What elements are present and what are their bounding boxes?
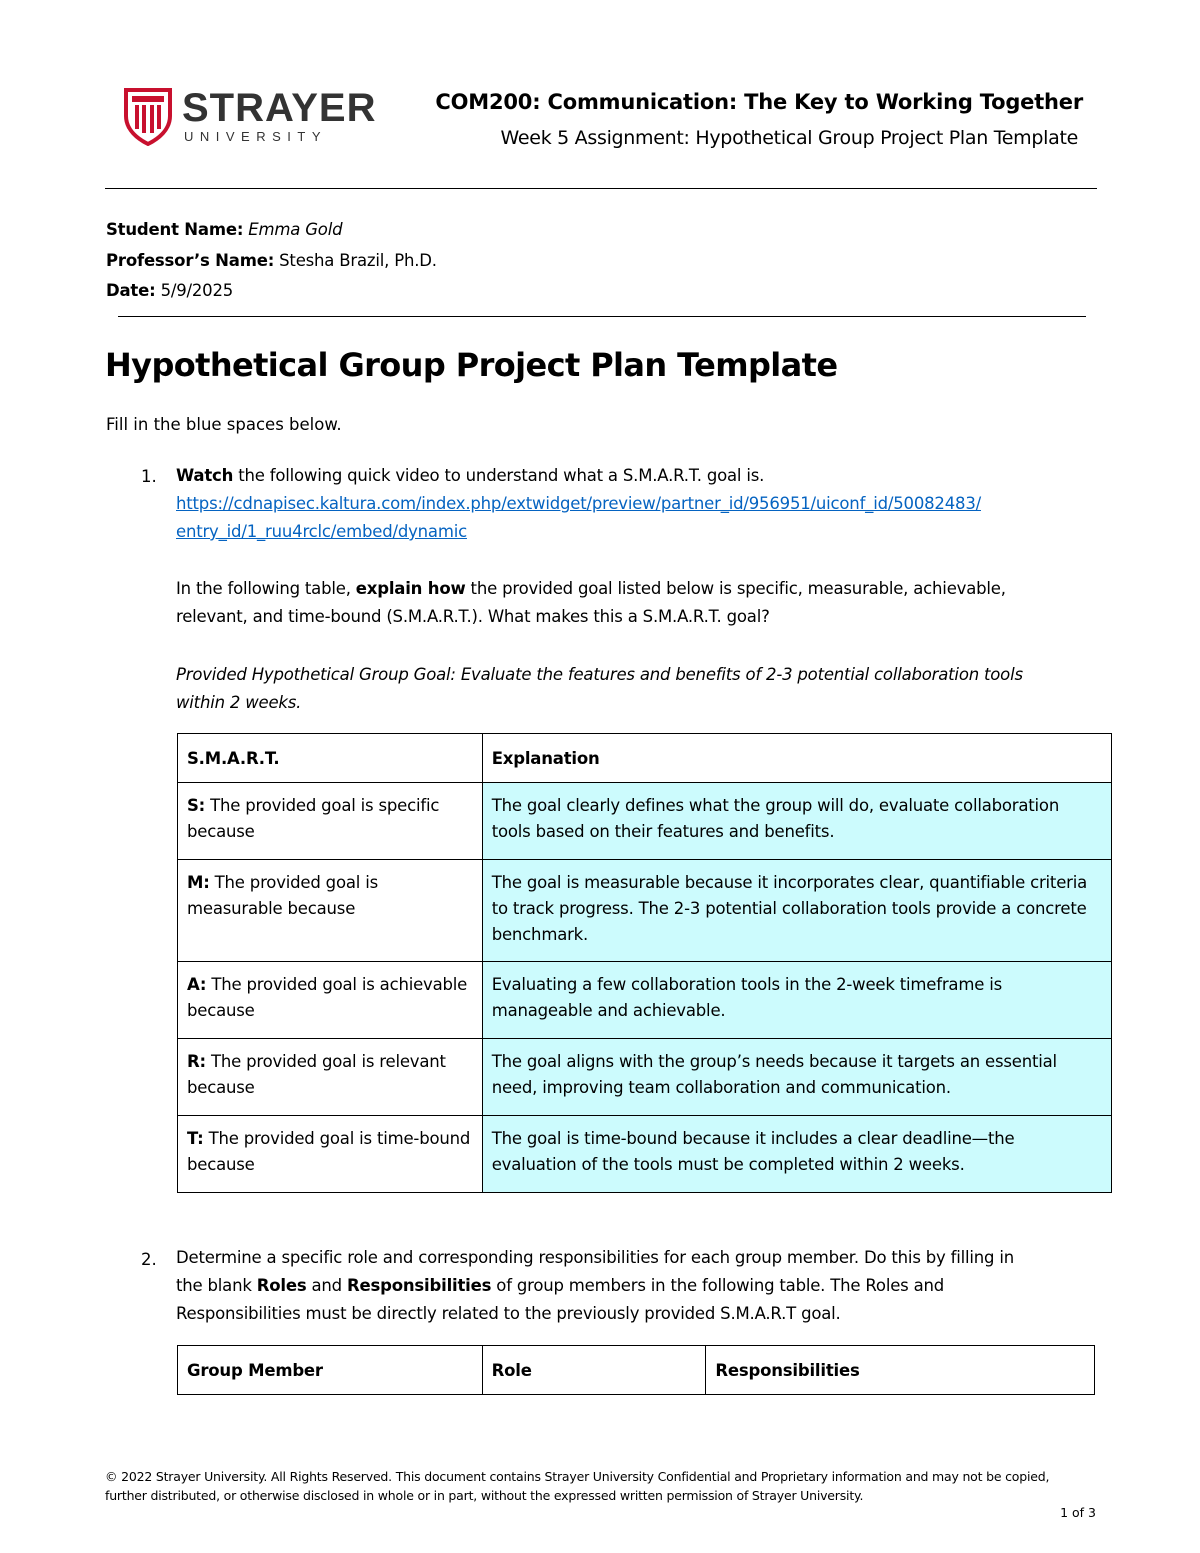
item-2-line-3: Responsibilities must be directly related to the previously provided S.M.A.R.T goal.: [176, 1304, 841, 1323]
smart-letter: M:: [187, 873, 210, 892]
smart-letter: T:: [187, 1129, 204, 1148]
table-row: [178, 1039, 1112, 1116]
logo-subtitle: UNIVERSITY: [184, 129, 328, 144]
instructions-text: Fill in the blue spaces below.: [106, 415, 342, 434]
date-label: Date:: [106, 281, 156, 300]
item-2-pre: the blank: [176, 1276, 257, 1295]
responsibilities-column-header: Responsibilities: [706, 1346, 1095, 1395]
smart-letter: R:: [187, 1052, 206, 1071]
smart-letter: S:: [187, 796, 206, 815]
smart-prompt-t: [178, 1116, 483, 1193]
smart-prompt-text: The provided goal is achievable because: [187, 975, 468, 1020]
item-2-rest: of group members in the following table. The Roles and: [491, 1276, 945, 1295]
student-name-label: Student Name:: [106, 220, 244, 239]
smart-letter: A:: [187, 975, 207, 994]
watch-bold: Watch: [176, 466, 234, 485]
explain-pre: In the following table,: [176, 579, 356, 598]
date-value: 5/9/2025: [160, 281, 234, 300]
goal-line-1: Provided Hypothetical Group Goal: Evaluate the features and benefits of 2-3 potential collaboration tools: [176, 665, 1023, 684]
footer-line-1: © 2022 Strayer University. All Rights Reserved. This document contains Strayer University Confidential and Proprietary information and may not be copied,: [105, 1469, 1050, 1484]
watch-rest: the following quick video to understand what a S.M.A.R.T. goal is.: [233, 466, 765, 485]
course-title: COM200: Communication: The Key to Working Together: [435, 90, 1083, 114]
student-name-value: Emma Gold: [248, 220, 343, 239]
smart-prompt-a: [178, 962, 483, 1039]
professor-name-label: Professor’s Name:: [106, 251, 275, 270]
smart-prompt-s: [178, 783, 483, 860]
strayer-logo: [122, 86, 382, 148]
roles-table-header: [178, 1346, 1095, 1395]
professor-name-line: [106, 251, 437, 270]
smart-prompt-text: The provided goal is measurable because: [187, 873, 378, 918]
student-name-line: [106, 220, 342, 239]
item-1-number: 1.: [141, 467, 157, 486]
page-title: Hypothetical Group Project Plan Template: [105, 346, 838, 384]
responsibilities-bold: Responsibilities: [347, 1276, 492, 1295]
role-column-header: Role: [482, 1346, 706, 1395]
smart-table-header: [178, 734, 1112, 783]
video-link-line-2[interactable]: entry_id/1_ruu4rclc/embed/dynamic: [176, 522, 467, 541]
professor-name-value: Stesha Brazil, Ph.D.: [279, 251, 437, 270]
smart-column-header: S.M.A.R.T.: [178, 734, 483, 783]
smart-prompt-text: The provided goal is relevant because: [187, 1052, 446, 1097]
header-divider: [105, 188, 1097, 189]
video-link-line-1[interactable]: https://cdnapisec.kaltura.com/index.php/extwidget/preview/partner_id/956951/uiconf_id/50082483/: [176, 494, 981, 513]
group-member-column-header: Group Member: [178, 1346, 483, 1395]
smart-table: [177, 733, 1112, 1193]
goal-line-2: within 2 weeks.: [176, 693, 302, 712]
smart-prompt-m: [178, 860, 483, 962]
explanation-cell-s[interactable]: The goal clearly defines what the group will do, evaluate collaboration tools based on their features and benefits.: [482, 783, 1111, 860]
explanation-column-header: Explanation: [482, 734, 1111, 783]
table-row: [178, 783, 1112, 860]
smart-prompt-r: [178, 1039, 483, 1116]
table-row: [178, 962, 1112, 1039]
table-row: [178, 860, 1112, 962]
explain-rest: the provided goal listed below is specific, measurable, achievable,: [465, 579, 1006, 598]
smart-prompt-text: The provided goal is time-bound because: [187, 1129, 471, 1174]
info-divider: [118, 316, 1086, 317]
footer-line-2: further distributed, or otherwise disclosed in whole or in part, without the expressed written permission of Strayer University.: [105, 1488, 864, 1503]
item-2-line-1: Determine a specific role and corresponding responsibilities for each group member. Do this by filling in: [176, 1248, 1015, 1267]
smart-prompt-text: The provided goal is specific because: [187, 796, 440, 841]
assignment-title: Week 5 Assignment: Hypothetical Group Project Plan Template: [500, 127, 1078, 149]
roles-table: [177, 1345, 1095, 1395]
roles-bold: Roles: [256, 1276, 307, 1295]
explanation-cell-a[interactable]: Evaluating a few collaboration tools in the 2-week timeframe is manageable and achievable.: [482, 962, 1111, 1039]
date-line: [106, 281, 233, 300]
copyright-footer: [105, 1467, 1100, 1505]
logo-wordmark: STRAYER: [182, 86, 377, 130]
item-2-number: 2.: [141, 1250, 157, 1269]
explanation-cell-m[interactable]: The goal is measurable because it incorporates clear, quantifiable criteria to track progress. The 2-3 potential collaboration tools provide a concrete benchmark.: [482, 860, 1111, 962]
item-2-line-2: [176, 1272, 944, 1300]
item-2-and: and: [306, 1276, 348, 1295]
explanation-cell-r[interactable]: The goal aligns with the group’s needs because it targets an essential need, improving team collaboration and communication.: [482, 1039, 1111, 1116]
item-1-watch-line: [176, 462, 764, 490]
explanation-cell-t[interactable]: The goal is time-bound because it includes a clear deadline—the evaluation of the tools must be completed within 2 weeks.: [482, 1116, 1111, 1193]
explain-bold: explain how: [355, 579, 466, 598]
table-row: [178, 1116, 1112, 1193]
shield-icon: [122, 86, 174, 146]
page-number: 1 of 3: [1060, 1505, 1096, 1520]
explain-paragraph-line-2: relevant, and time-bound (S.M.A.R.T.). What makes this a S.M.A.R.T. goal?: [176, 607, 770, 626]
explain-paragraph-line-1: [176, 575, 1006, 603]
